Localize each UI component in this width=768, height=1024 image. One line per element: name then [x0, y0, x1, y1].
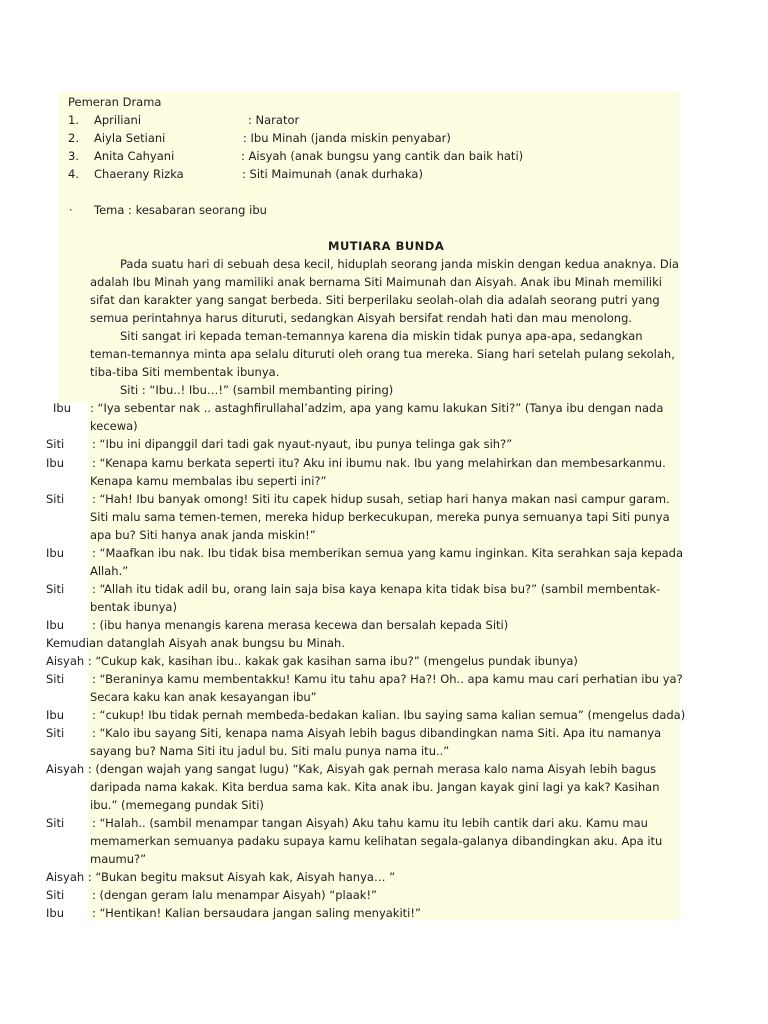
cast-role: : Aisyah (anak bungsu yang cantik dan baik hati) — [241, 149, 524, 163]
cast-heading: Pemeran Drama — [68, 95, 162, 109]
dialogue-line: : “cukup! Ibu tidak pernah membeda-bedakan kalian. Ibu saying sama kalian semua” (mengelus dada) — [92, 708, 686, 722]
dialogue-line: : “Kalo ibu sayang Siti, kenapa nama Aisyah lebih bagus dibandingkan nama Siti. Apa itu namanya — [92, 726, 662, 740]
dialogue-line: : “Maafkan ibu nak. Ibu tidak bisa memberikan semua yang kamu inginkan. Kita serahkan saja kepada — [92, 546, 684, 560]
dialogue-line: : “Allah itu tidak adil bu, orang lain saja bisa kaya kenapa kita tidak bisa bu?” (sambil membentak- — [92, 582, 661, 596]
speaker-label: Ibu — [46, 546, 64, 560]
theme-line: Tema : kesabaran seorang ibu — [94, 203, 267, 217]
narration-line: Kemudian datanglah Aisyah anak bungsu bu Minah. — [46, 636, 345, 650]
narration-line: tiba-tiba Siti membentak ibunya. — [90, 365, 280, 379]
dialogue-line: kecewa) — [90, 419, 138, 433]
cast-number: 3. — [68, 149, 79, 163]
narration-line: adalah Ibu Minah yang mamiliki anak bernama Siti Maimunah dan Aisyah. Anak ibu Minah memiliki — [90, 275, 662, 289]
dialogue-line: Aisyah : (dengan wajah yang sangat lugu) “Kak, Aisyah gak pernah merasa kalo nama Aisyah lebih bagus — [46, 762, 657, 776]
narration-line: Pada suatu hari di sebuah desa kecil, hiduplah seorang janda miskin dengan kedua anaknya. Dia — [120, 257, 679, 271]
speaker-label: Siti — [46, 582, 65, 596]
dialogue-line: : “Ibu ini dipanggil dari tadi gak nyaut-nyaut, ibu punya telinga gak sih?” — [92, 437, 513, 451]
dialogue-line: : “Halah.. (sambil menampar tangan Aisyah) Aku tahu kamu itu lebih cantik dari aku. Kamu mau — [92, 816, 648, 830]
narration-line: teman-temannya minta apa selalu dituruti oleh orang tua mereka. Siang hari setelah pulang sekolah, — [90, 347, 675, 361]
cast-number: 2. — [68, 131, 79, 145]
speaker-label: Siti — [46, 437, 65, 451]
speaker-label: Siti — [46, 672, 65, 686]
cast-name: Chaerany Rizka — [94, 167, 184, 181]
cast-number: 1. — [68, 113, 79, 127]
dialogue-line: sayang bu? Nama Siti itu jadul bu. Siti malu punya nama itu..” — [90, 744, 450, 758]
dialogue-line: memamerkan semuanya padaku supaya kamu kelihatan segala-galanya dibandingkan aku. Apa itu — [90, 834, 663, 848]
dialogue-line: Kenapa kamu membalas ibu seperti ini?” — [90, 474, 327, 488]
dialogue-line: Aisyah : “Cukup kak, kasihan ibu.. kakak gak kasihan sama ibu?” (mengelus pundak ibunya) — [46, 654, 578, 668]
cast-role: : Siti Maimunah (anak durhaka) — [242, 167, 423, 181]
dialogue-line: : “Beraninya kamu membentakku! Kamu itu tahu apa? Ha?! Oh.. apa kamu mau cari perhatian ibu ya? — [92, 672, 683, 686]
speaker-label: Ibu — [46, 618, 64, 632]
bullet-icon: · — [69, 203, 73, 217]
cast-name: Aiyla Setiani — [94, 131, 166, 145]
speaker-label: Siti — [46, 492, 65, 506]
dialogue-line: Siti : “Ibu..! Ibu…!” (sambil membanting piring) — [120, 383, 394, 397]
dialogue-line: Siti malu sama temen-temen, mereka hidup berkecukupan, mereka punya semuanya tapi Siti punya — [90, 510, 670, 524]
cast-role: : Ibu Minah (janda miskin penyabar) — [243, 131, 451, 145]
narration-line: sifat dan karakter yang sangat berbeda. Siti berperilaku seolah-olah dia adalah seorang putri yang — [90, 293, 660, 307]
cast-name: Apriliani — [94, 113, 142, 127]
dialogue-line: : “Hah! Ibu banyak omong! Siti itu capek hidup susah, setiap hari hanya makan nasi campur garam. — [92, 492, 670, 506]
dialogue-line: apa bu? Siti hanya anak janda miskin!” — [90, 528, 316, 542]
dialogue-line: : “Kenapa kamu berkata seperti itu? Aku ini ibumu nak. Ibu yang melahirkan dan membesarkanmu. — [92, 456, 666, 470]
story-title: MUTIARA BUNDA — [328, 239, 445, 253]
speaker-label: Ibu — [46, 456, 64, 470]
cast-name: Anita Cahyani — [94, 149, 175, 163]
narration-line: Siti sangat iri kepada teman-temannya karena dia miskin tidak punya apa-apa, sedangkan — [120, 329, 643, 343]
dialogue-line: : (dengan geram lalu menampar Aisyah) “plaak!” — [92, 888, 378, 902]
narration-line: semua perintahnya harus dituruti, sedangkan Aisyah bersifat rendah hati dan mau menolong. — [90, 311, 633, 325]
dialogue-line: Secara kaku kan anak kesayangan ibu” — [90, 690, 317, 704]
cast-number: 4. — [68, 167, 79, 181]
dialogue-line: : “Iya sebentar nak .. astaghfirullahal’adzim, apa yang kamu lakukan Siti?” (Tanya ibu dengan nada — [90, 401, 664, 415]
dialogue-line: Allah.” — [90, 564, 129, 578]
speaker-label: Siti — [46, 888, 65, 902]
speaker-label: Ibu — [53, 401, 71, 415]
speaker-label: Ibu — [46, 708, 64, 722]
dialogue-line: : “Hentikan! Kalian bersaudara jangan saling menyakiti!” — [92, 906, 421, 920]
cast-role: : Narator — [248, 113, 300, 127]
speaker-label: Ibu — [46, 906, 64, 920]
speaker-label: Siti — [46, 726, 65, 740]
dialogue-line: maumu?” — [90, 852, 147, 866]
dialogue-line: bentak ibunya) — [90, 600, 177, 614]
dialogue-line: ibu.” (memegang pundak Siti) — [90, 798, 264, 812]
dialogue-line: : (ibu hanya menangis karena merasa kecewa dan bersalah kepada Siti) — [92, 618, 509, 632]
speaker-label: Siti — [46, 816, 65, 830]
dialogue-line: Aisyah : “Bukan begitu maksut Aisyah kak, Aisyah hanya… ” — [46, 870, 396, 884]
dialogue-line: daripada nama kakak. Kita berdua sama kak. Kita anak ibu. Jangan kayak gini lagi ya kak? Kasihan — [90, 780, 660, 794]
